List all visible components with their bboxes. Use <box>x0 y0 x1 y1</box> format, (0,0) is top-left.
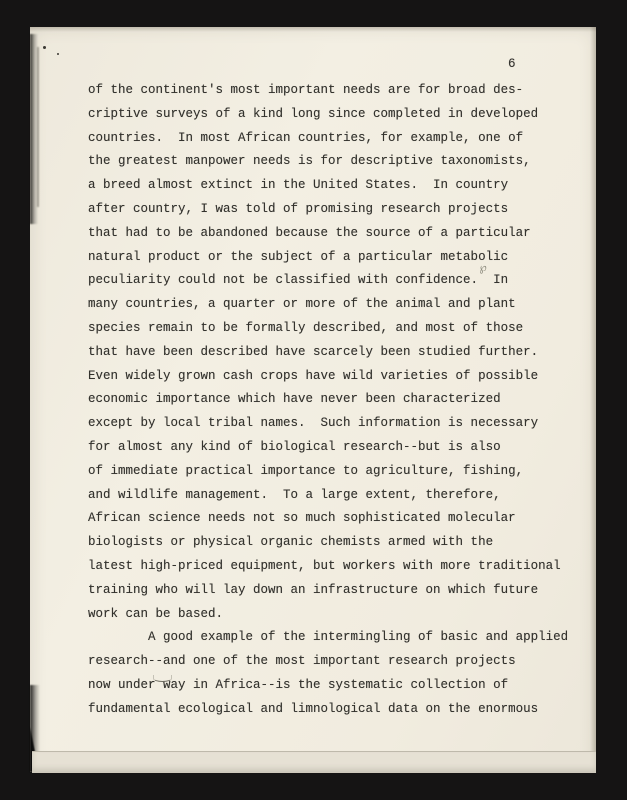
text-line: that had to be abandoned because the source of a particular <box>88 225 531 240</box>
text-line: latest high-priced equipment, but workers with more traditional <box>88 558 561 573</box>
text-line: Even widely grown cash crops have wild varieties of possible <box>88 368 539 383</box>
text-line: of the continent's most important needs are for broad des- <box>88 83 524 97</box>
text-line: research--and one of the most important research projects <box>88 654 516 669</box>
text-line: fundamental ecological and limnological data on the enormous <box>88 701 539 716</box>
text-line: natural product or the subject of a particular metabolic <box>88 249 509 264</box>
typewritten-text-block <box>88 79 568 722</box>
text-line: economic importance which have never been characterized <box>88 392 501 407</box>
text-line: biologists or physical organic chemists armed with the <box>88 535 494 550</box>
text-line: for almost any kind of biological research--but is also <box>88 439 501 454</box>
handwritten-mark: ℘ <box>478 260 488 275</box>
text-line: the greatest manpower needs is for descriptive taxonomists, <box>88 154 531 169</box>
text-line: after country, I was told of promising research projects <box>88 201 509 216</box>
text-line: species remain to be formally described, and most of those <box>88 320 524 335</box>
text-line: A good example of the intermingling of basic and applied <box>88 630 569 645</box>
handwritten-tie-mark-icon <box>153 675 172 682</box>
text-line: peculiarity could not be classified with confidence. In <box>88 273 509 288</box>
text-line: criptive surveys of a kind long since completed in developed <box>88 106 539 121</box>
page-number: 6 <box>508 57 516 71</box>
text-line: that have been described have scarcely been studied further. <box>88 344 539 359</box>
text-line: training who will lay down an infrastructure on which future <box>88 582 539 597</box>
ink-speck <box>43 46 46 49</box>
text-line: and wildlife management. To a large extent, therefore, <box>88 487 501 502</box>
paper-top-edge-shadow <box>30 27 596 32</box>
text-line: now under way in Africa--is the systematic collection of <box>88 677 509 692</box>
text-line: African science needs not so much sophisticated molecular <box>88 511 516 526</box>
paper-right-edge-shadow <box>590 27 596 772</box>
text-line: a breed almost extinct in the United States. In country <box>88 178 509 193</box>
scan-artifact-top-left-line <box>37 47 39 207</box>
text-line: work can be based. <box>88 606 224 621</box>
text-line: many countries, a quarter or more of the animal and plant <box>88 297 516 312</box>
ink-speck <box>57 53 59 55</box>
text-line: except by local tribal names. Such information is necessary <box>88 416 539 431</box>
paper-bottom-edge-strip <box>32 751 596 773</box>
text-line: countries. In most African countries, for example, one of <box>88 130 524 145</box>
document-page <box>30 27 596 772</box>
text-line: of immediate practical importance to agriculture, fishing, <box>88 463 524 478</box>
